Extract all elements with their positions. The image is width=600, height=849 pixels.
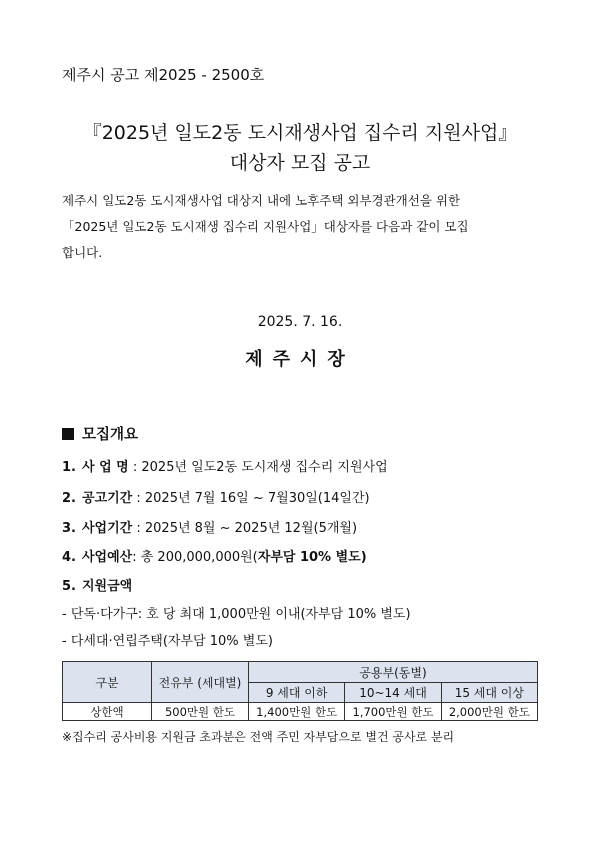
item-number: 5. [62, 579, 76, 594]
table-cell: 1,700만원 한도 [345, 703, 441, 721]
item-separator: : [132, 550, 141, 565]
item-value: 2025년 8월 ~ 2025년 12월(5개월) [144, 521, 358, 536]
subheader: 9 세대 이하 [249, 683, 345, 703]
item-value: 2025년 일도2동 도시재생 집수리 지원사업 [141, 460, 388, 475]
intro-paragraph [62, 188, 540, 266]
item-label: 사 업 명 [81, 460, 129, 475]
item-number: 4. [62, 550, 76, 565]
item-label: 사업예산 [81, 550, 133, 565]
overview-item-name [62, 456, 388, 475]
black-square-icon [62, 428, 74, 440]
table-cell: 500만원 한도 [152, 703, 249, 721]
intro-line: 합니다. [62, 245, 103, 260]
header-common: 공용부(동별) [249, 662, 538, 683]
item-number: 1. [62, 460, 76, 475]
intro-line: 「2025년 일도2동 도시재생 집수리 지원사업」대상자를 다음과 같이 모집 [62, 219, 469, 234]
item-value: 2025년 7월 16일 ~ 7월30일(14일간) [144, 491, 370, 506]
item-value: 총 200,000,000원( [140, 550, 258, 565]
table-cell: 1,400만원 한도 [249, 703, 345, 721]
signer: 제주시장 [245, 349, 355, 370]
overview-item-support [62, 575, 132, 594]
title-line-2: 대상자 모집 공고 [229, 152, 371, 174]
overview-item-notice-period [62, 487, 370, 506]
support-amount-table [62, 661, 538, 721]
table-row [63, 703, 538, 721]
section-title: 모집개요 [82, 427, 139, 443]
table-cell: 2,000만원 한도 [441, 703, 537, 721]
notice-number: 제주시 공고 제2025 - 2500호 [62, 66, 265, 84]
item-separator: : [132, 521, 145, 536]
item-label: 공고기간 [81, 491, 133, 506]
item-separator: : [128, 460, 142, 475]
item-number: 3. [62, 521, 76, 536]
section-heading [62, 423, 138, 444]
title-line-1: 『2025년 일도2동 도시재생사업 집수리 지원사업』 [82, 122, 518, 144]
notice-date: 2025. 7. 16. [257, 314, 343, 330]
header-category: 구분 [63, 662, 152, 703]
item-number: 2. [62, 491, 76, 506]
item-value-bold: 자부담 10% 별도) [257, 550, 367, 565]
intro-line: 제주시 일도2동 도시재생사업 대상지 내에 노후주택 외부경관개선을 위한 [62, 193, 461, 208]
overview-item-budget [62, 546, 367, 565]
overview-item-project-period [62, 517, 357, 536]
footnote: ※집수리 공사비용 지원금 초과분은 전액 주민 자부담으로 별건 공사로 분리 [62, 730, 455, 744]
header-private: 전유부 (세대별) [152, 662, 249, 703]
support-sub-item: - 단독·다가구: 호 당 최대 1,000만원 이내(자부담 10% 별도) [62, 607, 411, 622]
support-sub-item: - 다세대·연립주택(자부담 10% 별도) [62, 634, 273, 649]
subheader: 10~14 세대 [345, 683, 441, 703]
subheader: 15 세대 이상 [441, 683, 537, 703]
item-separator: : [132, 491, 145, 506]
item-label: 지원금액 [81, 579, 133, 594]
item-label: 사업기간 [81, 521, 133, 536]
table-cell: 상한액 [63, 703, 152, 721]
